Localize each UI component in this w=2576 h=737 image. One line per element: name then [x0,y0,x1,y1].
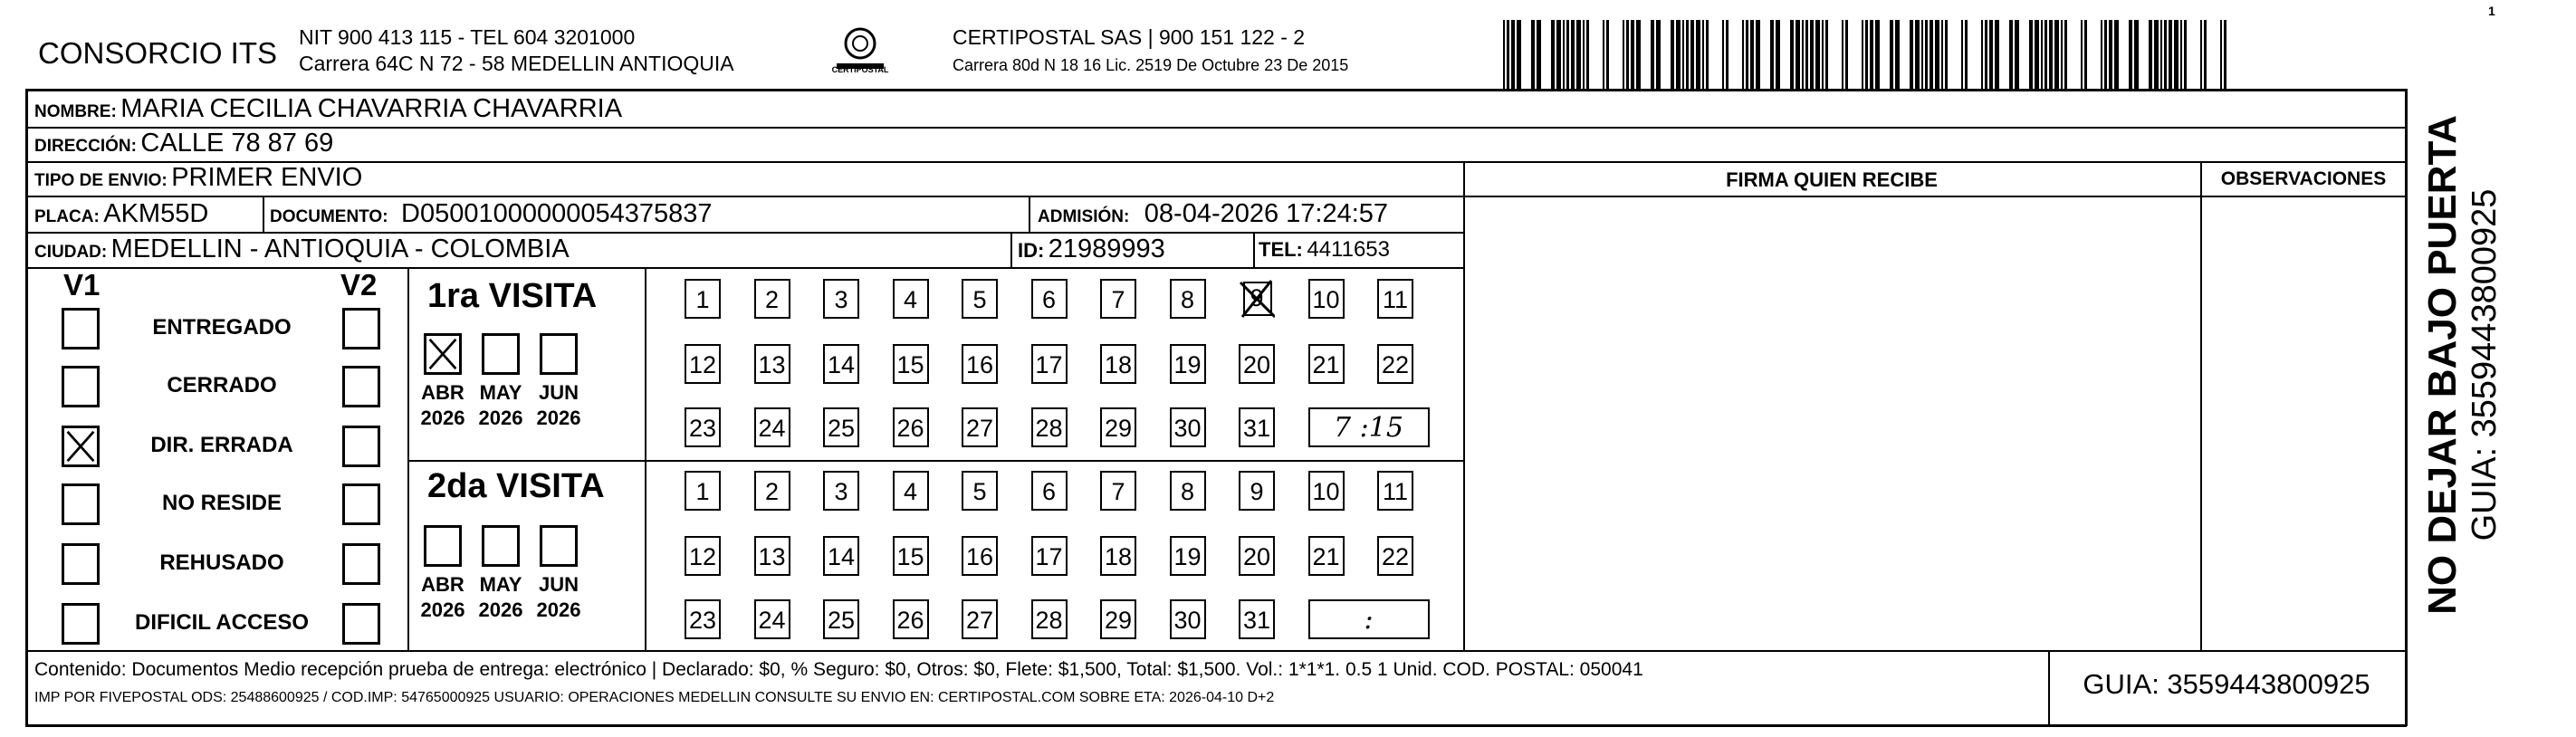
barcode-bar [2049,20,2053,89]
barcode-bar [1606,20,1609,89]
col-line [407,267,409,650]
day-box[interactable]: 22 [1377,344,1413,384]
barcode-bar [2015,20,2019,89]
barcode-bar [1810,20,1814,89]
documento-value: D05001000000054375837 [401,199,713,228]
status-label: DIFICIL ACCESO [134,610,309,635]
barcode-bar [1511,20,1515,89]
barcode-bar [1517,20,1521,89]
v1-checkbox[interactable] [62,366,100,407]
barcode-bar [1981,20,1983,89]
barcode-bar [1631,20,1634,89]
day-box[interactable]: 18 [1100,536,1136,576]
day-box[interactable]: 23 [685,407,721,447]
day-box[interactable]: 28 [1031,599,1068,639]
signature-area[interactable] [1467,199,2197,646]
day-box[interactable]: 3 [823,279,859,319]
barcode-bar [1537,20,1541,89]
day-box[interactable]: 17 [1031,536,1068,576]
barcode-bar [2054,20,2059,89]
barcode-bar [1690,20,1694,89]
day-box[interactable]: 1 [685,279,721,319]
v2-checkbox[interactable] [342,603,380,645]
row-line [1463,196,2407,197]
day-box[interactable]: 14 [823,344,859,384]
barcode-bar [1686,20,1689,89]
barcode-bar [1845,20,1848,89]
barcode-bar [1822,20,1824,89]
day-box[interactable]: 14 [823,536,859,576]
barcode-bar [1576,20,1581,89]
v1-checkbox[interactable] [62,603,100,645]
barcode-bar [1802,20,1804,89]
placa-value: AKM55D [103,199,209,228]
barcode-bar [1563,20,1565,89]
direccion-label: DIRECCIÓN: [34,137,137,156]
company-name: CONSORCIO ITS [38,36,278,70]
barcode-bar [2035,20,2039,89]
v2-checkbox[interactable] [342,308,380,349]
col-line [1029,196,1030,232]
day-box[interactable]: 12 [685,536,721,576]
placa-label: PLACA: [34,207,100,226]
day-box[interactable]: 13 [754,536,790,576]
barcode-bar [1531,20,1535,89]
status-label: NO RESIDE [161,491,282,515]
barcode-bar [1910,20,1913,89]
day-box[interactable]: 5 [962,471,998,511]
barcode-bar [1756,20,1760,89]
carrier-address: Carrera 80d N 18 16 Lic. 2519 De Octubre 23 De 2015 [953,56,1349,74]
barcode-bar [1921,20,1923,89]
col-line [2200,161,2202,650]
nombre-label: NOMBRE: [34,102,117,121]
barcode-bar [1805,20,1808,89]
barcode-bar [1776,20,1780,89]
v1-checkbox[interactable] [62,308,100,349]
day-box[interactable]: 30 [1170,599,1206,639]
row-line [407,460,1463,462]
day-box[interactable]: 4 [893,471,929,511]
month-checkbox[interactable] [482,525,520,567]
col-line [1463,161,1465,650]
month-label: MAY [479,381,522,404]
documento-label: DOCUMENTO: [270,207,388,226]
barcode-bar [1656,20,1661,89]
barcode-bar [1989,20,1993,89]
barcode-bar [2174,20,2179,89]
day-box[interactable]: 29 [1100,599,1136,639]
barcode-bar [2169,20,2172,89]
barcode-bar [2064,20,2067,89]
barcode-bar [2109,20,2112,89]
year-label: 2026 [420,598,465,621]
barcode-bar [1875,20,1880,89]
frame-bottom [25,724,2407,727]
barcode-bar [2061,20,2063,89]
row-line [25,161,2407,163]
status-label: REHUSADO [159,550,284,575]
v2-checkbox[interactable] [342,366,380,407]
barcode-bar [2154,20,2159,89]
certipostal-logo-text: CERTIPOSTAL [831,65,889,74]
frame-top [25,89,2407,91]
day-box[interactable]: 10 [1308,471,1345,511]
barcode-bar [1696,20,1700,89]
barcode-bar [1935,20,1939,89]
first-visit-title: 1ra VISITA [427,277,598,315]
day-number: 9 [1250,284,1264,311]
col-line [263,196,264,232]
day-box[interactable]: 5 [962,279,998,319]
second-visit-title: 2da VISITA [427,467,605,505]
status-label: ENTREGADO [152,315,292,340]
no-dejar-warning: NO DEJAR BAJO PUERTA [2420,115,2465,615]
frame-left [25,89,28,726]
day-box[interactable]: 18 [1100,344,1136,384]
barcode-bar [1770,20,1774,89]
day-box[interactable]: 22 [1377,536,1413,576]
barcode-bar [1862,20,1863,89]
barcode-bar [1895,20,1900,89]
imp-text: IMP POR FIVEPOSTAL ODS: 25488600925 / COD.IMP: 54765000925 USUARIO: OPERACIONES MEDELLIN CONSULTE SU ENVIO EN: CERTIPOSTAL.COM SOBRE ETA: 2026-04-10 D+2 [34,690,1275,705]
tipo-envio-value: PRIMER ENVIO [171,163,363,192]
year-label: 2026 [536,598,581,621]
v2-checkbox[interactable] [342,543,380,585]
year-label: 2026 [420,407,465,429]
day-box[interactable]: 26 [893,599,929,639]
barcode-bar [2041,20,2043,89]
v2-header: V2 [340,268,378,302]
barcode-bar [1676,20,1681,89]
barcode-bar [1583,20,1585,89]
nombre-value: MARIA CECILIA CHAVARRIA CHAVARRIA [120,94,623,123]
barcode-bar [1586,20,1589,89]
day-box[interactable]: 12 [685,344,721,384]
barcode-bar [2160,20,2162,89]
v1-checkbox[interactable] [62,426,100,467]
direccion-value: CALLE 78 87 69 [140,129,334,158]
day-box[interactable]: 7 [1100,279,1136,319]
barcode-bar [1551,20,1555,89]
day-box[interactable]: 19 [1170,536,1206,576]
barcode-bar [1706,20,1709,89]
status-label: CERRADO [167,373,277,397]
year-label: 2026 [478,598,523,621]
carrier-line: CERTIPOSTAL SAS | 900 151 122 - 2 [953,25,1306,49]
barcode-bar [1671,20,1674,89]
id-value: 21989993 [1048,234,1165,263]
side-guia: GUIA: 3559443800925 [2466,188,2504,541]
barcode-bar [1825,20,1828,89]
barcode [1503,20,2232,89]
barcode-bar [1682,20,1684,89]
day-box[interactable]: 8 [1170,279,1206,319]
day-box[interactable]: 7 [1100,471,1136,511]
day-box[interactable]: 20 [1239,344,1275,384]
barcode-bar [1603,20,1604,89]
tel-label: TEL: [1259,238,1303,261]
barcode-bar [1815,20,1820,89]
contenido-text: Contenido: Documentos Medio recepción prueba de entrega: electrónico | Declarado: $0, % Seguro: $0, Otros: $0, Flete: $1,500, Total: $1,500. Vol.: 1*1*1. 0.5 1 Unid. COD. POSTAL: 050041 [34,659,1643,680]
id-label: ID: [1018,239,1045,262]
barcode-bar [2184,20,2187,89]
day-box[interactable]: 21 [1308,344,1345,384]
month-label: JUN [538,573,579,596]
row-line [25,127,2407,129]
day-box[interactable]: 27 [962,407,998,447]
barcode-bar [2114,20,2119,89]
barcode-bar [2224,20,2226,89]
barcode-bar [1961,20,1963,89]
barcode-bar [2220,20,2222,89]
day-box[interactable]: 2 [754,279,790,319]
barcode-bar [1925,20,1928,89]
day-box[interactable]: 19 [1170,344,1206,384]
barcode-bar [1865,20,1868,89]
barcode-bar [1651,20,1654,89]
observaciones-header: OBSERVACIONES [2220,168,2387,189]
barcode-bar [2180,20,2182,89]
day-box[interactable]: 28 [1031,407,1068,447]
day-box[interactable]: 16 [962,536,998,576]
day-box[interactable]: 24 [754,599,790,639]
barcode-bar [1930,20,1933,89]
barcode-bar [1722,20,1724,89]
v2-checkbox[interactable] [342,426,380,467]
day-box[interactable]: 31 [1239,407,1275,447]
day-box[interactable]: 8 [1170,471,1206,511]
day-box[interactable]: 25 [823,599,859,639]
day-box[interactable]: 10 [1308,279,1345,319]
barcode-bar [2081,20,2083,89]
barcode-bar [2200,20,2202,89]
barcode-bar [1556,20,1561,89]
day-box[interactable]: 3 [823,471,859,511]
barcode-bar [1623,20,1624,89]
x-mark-icon [426,336,459,372]
col-line [1010,232,1012,267]
guia-footer: GUIA: 3559443800925 [2083,668,2370,700]
month-checkbox[interactable] [424,525,462,567]
day-box[interactable]: 15 [893,536,929,576]
barcode-bar [1702,20,1704,89]
v1-header: V1 [63,268,101,302]
day-box[interactable]: 1 [685,471,721,511]
barcode-bar [2084,20,2087,89]
day-box[interactable]: 30 [1170,407,1206,447]
status-label: DIR. ERRADA [150,433,293,457]
day-box[interactable]: 6 [1031,279,1068,319]
day-box[interactable]: 6 [1031,471,1068,511]
time-field[interactable]: : [1308,599,1430,639]
barcode-bar [1742,20,1744,89]
barcode-bar [1796,20,1800,89]
barcode-bar [1636,20,1641,89]
barcode-bar [1726,20,1729,89]
barcode-bar [1995,20,1999,89]
barcode-bar [1965,20,1968,89]
day-box[interactable]: 24 [754,407,790,447]
month-label: ABR [421,573,464,596]
barcode-bar [2104,20,2107,89]
month-label: MAY [479,573,522,596]
row-line [25,267,1463,269]
barcode-bar [1842,20,1843,89]
month-label: ABR [421,381,464,404]
year-label: 2026 [536,407,581,429]
page-marker: 1 [2488,4,2495,18]
barcode-bar [2134,20,2139,89]
barcode-bar [1870,20,1873,89]
month-checkbox[interactable] [424,333,462,375]
day-box[interactable]: 15 [893,344,929,384]
year-label: 2026 [478,407,523,429]
barcode-bar [2129,20,2132,89]
barcode-bar [2045,20,2047,89]
ciudad-label: CIUDAD: [34,243,108,262]
day-box[interactable]: 2 [754,471,790,511]
barcode-bar [1890,20,1893,89]
day-box[interactable]: 11 [1377,471,1413,511]
x-mark-icon [64,428,97,464]
barcode-bar [1915,20,1920,89]
barcode-bar [1941,20,1943,89]
barcode-bar [1571,20,1575,89]
ciudad-value: MEDELLIN - ANTIOQUIA - COLOMBIA [110,234,570,263]
barcode-bar [1507,20,1509,89]
v1-checkbox[interactable] [62,483,100,525]
month-label: JUN [538,381,579,404]
day-box[interactable]: 16 [962,344,998,384]
barcode-bar [1790,20,1794,89]
row-line [25,232,1463,234]
barcode-bar [1626,20,1629,89]
tel-value: 4411653 [1307,237,1390,262]
barcode-bar [1566,20,1569,89]
day-box[interactable]: 29 [1100,407,1136,447]
barcode-bar [1503,20,1505,89]
observations-area[interactable] [2204,199,2401,646]
day-box[interactable]: 4 [893,279,929,319]
month-checkbox[interactable] [482,333,520,375]
time-field[interactable]: 7 :15 [1308,407,1430,447]
day-box[interactable]: 21 [1308,536,1345,576]
barcode-bar [2149,20,2152,89]
day-box[interactable]: 27 [962,599,998,639]
barcode-bar [1746,20,1748,89]
admision-label: ADMISIÓN: [1038,207,1130,226]
v1-checkbox[interactable] [62,543,100,585]
day-box[interactable]: 17 [1031,344,1068,384]
barcode-bar [1945,20,1948,89]
day-box[interactable]: 13 [754,344,790,384]
admision-value: 08-04-2026 17:24:57 [1144,199,1389,228]
month-checkbox[interactable] [540,525,578,567]
barcode-bar [2009,20,2013,89]
company-nit: NIT 900 413 115 - TEL 604 3201000 [299,25,636,49]
barcode-bar [2164,20,2167,89]
barcode-bar [2204,20,2207,89]
barcode-bar [1985,20,1987,89]
day-box[interactable]: 23 [685,599,721,639]
day-box[interactable]: 31 [1239,599,1275,639]
day-box[interactable]: 20 [1239,536,1275,576]
barcode-bar [2029,20,2033,89]
col-line [1253,232,1255,267]
frame-right [2405,89,2408,726]
firma-header: FIRMA QUIEN RECIBE [1726,168,1938,191]
company-address: Carrera 64C N 72 - 58 MEDELLIN ANTIOQUIA [299,52,734,75]
v2-checkbox[interactable] [342,483,380,525]
month-checkbox[interactable] [540,333,578,375]
day-box[interactable]: 26 [893,407,929,447]
barcode-bar [1750,20,1754,89]
day-box[interactable]: 25 [823,407,859,447]
tipo-envio-label: TIPO DE ENVIO: [34,171,168,190]
day-box[interactable] [1239,279,1275,319]
day-box[interactable]: 11 [1377,279,1413,319]
barcode-bar [2101,20,2102,89]
col-line [645,267,646,650]
day-box[interactable]: 9 [1239,471,1275,511]
